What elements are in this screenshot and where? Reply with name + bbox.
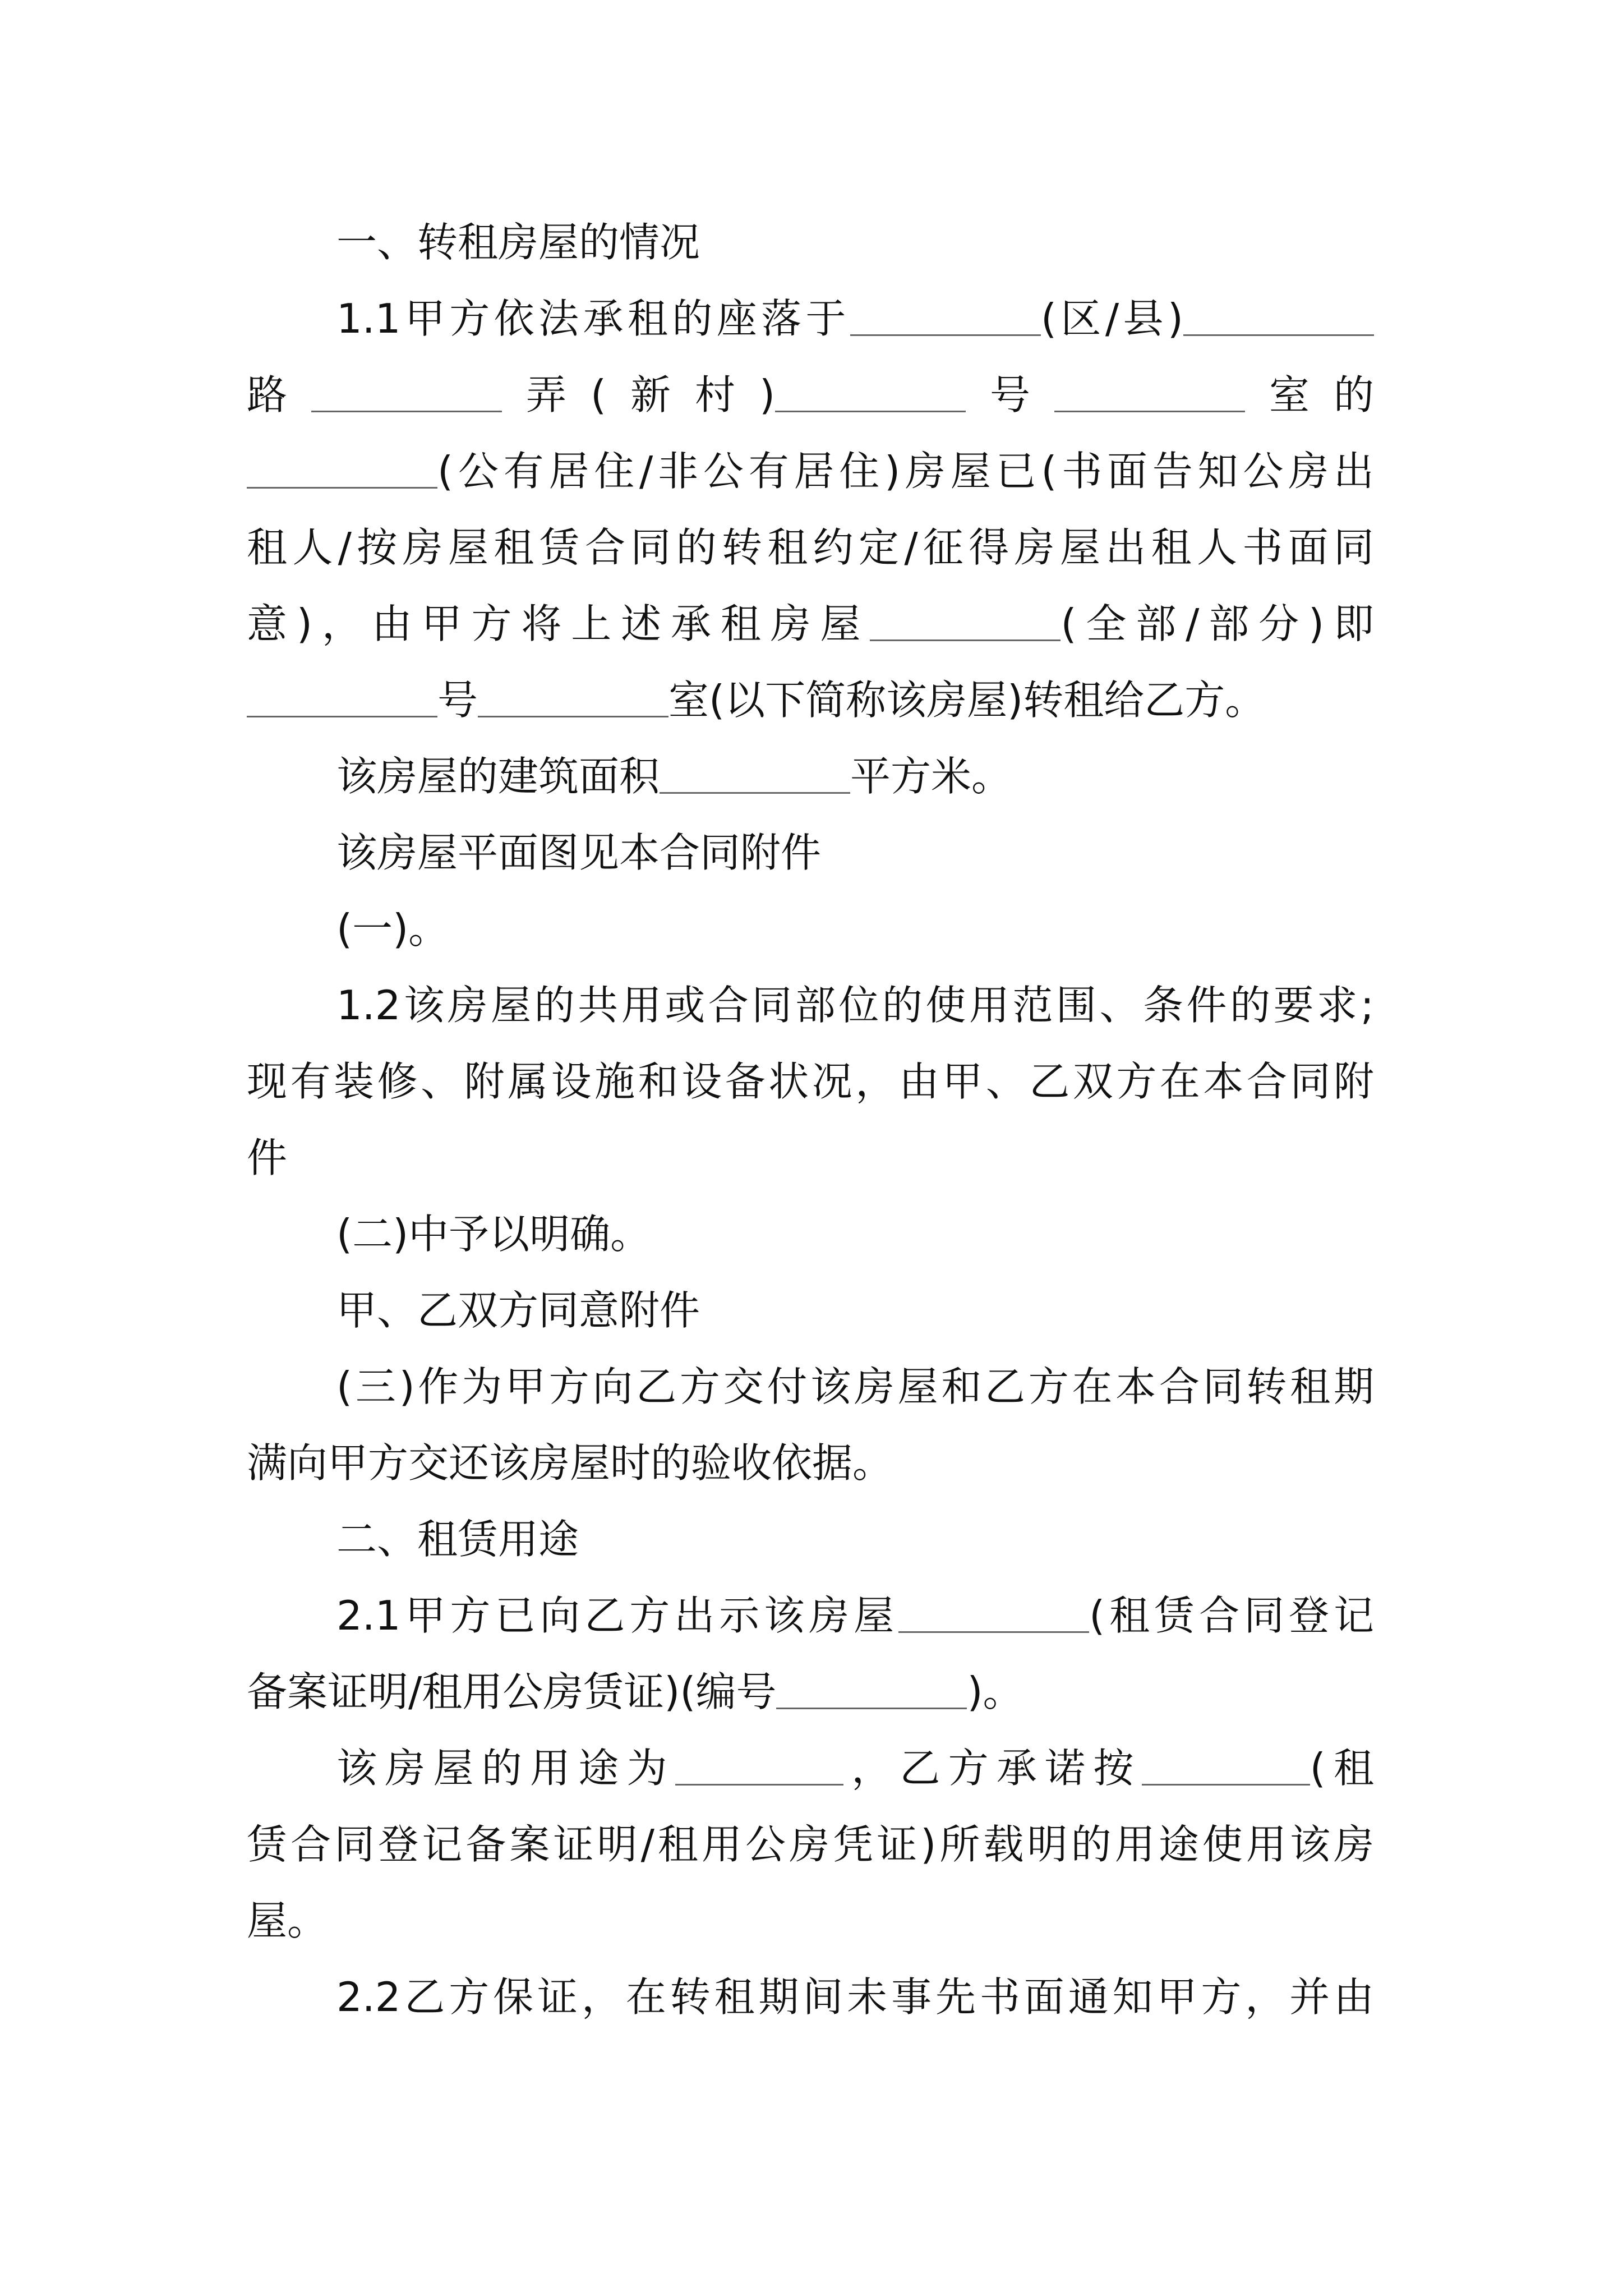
housing-type-line	[247, 438, 1374, 505]
text: (三)作为甲方向乙方交付该房屋和乙方在本合同转租期	[336, 1363, 1374, 1410]
text: 现有装修、附属设施和设备状况，由甲、乙双方在本合同附	[247, 1058, 1374, 1105]
blank-field-district[interactable]	[850, 296, 1041, 336]
text: 号	[437, 677, 478, 724]
text: 1.1甲方依法承租的座落于	[336, 295, 850, 342]
blank-field-sublet-room[interactable]	[478, 678, 668, 717]
area-line	[336, 743, 1374, 810]
clause-1-2-line	[336, 972, 1374, 1039]
section-heading-1	[336, 209, 1374, 276]
paragraph-line	[247, 1887, 1374, 1954]
paragraph-line	[336, 1353, 1374, 1420]
paragraph-line	[247, 1811, 1374, 1878]
text: 该房屋的建筑面积	[336, 753, 660, 800]
usage-line	[336, 1734, 1374, 1802]
blank-field-sublet-number[interactable]	[247, 678, 437, 717]
text: 2.1甲方已向乙方出示该房屋	[336, 1592, 899, 1639]
clause-2-2-line	[336, 1963, 1374, 2031]
paragraph-line	[336, 1277, 1374, 1344]
blank-field-area[interactable]	[660, 754, 850, 794]
paragraph-line	[247, 590, 1374, 657]
text: 二、租赁用途	[336, 1516, 579, 1563]
text: 弄(新村)	[501, 371, 776, 418]
text: ，乙方承诺按	[843, 1745, 1142, 1792]
text: 赁合同登记备案证明/租用公房凭证)所载明的用途使用该房	[247, 1821, 1374, 1868]
text: (租赁合同登记	[1089, 1592, 1374, 1639]
text: 件	[247, 1134, 288, 1181]
paragraph-line	[247, 1658, 1374, 1726]
blank-field-room[interactable]	[1054, 372, 1245, 412]
text: (区/县)	[1040, 295, 1183, 342]
text: 一、转租房屋的情况	[336, 219, 700, 266]
blank-field-document-type[interactable]	[1142, 1746, 1310, 1786]
blank-field-lane[interactable]	[311, 372, 502, 412]
text: 意)，由甲方将上述承租房屋	[247, 600, 870, 647]
text: (租	[1310, 1745, 1374, 1792]
text: 号	[966, 371, 1055, 418]
text: (一)。	[336, 905, 449, 953]
paragraph-line	[247, 1048, 1374, 1115]
section-heading-2	[336, 1506, 1374, 1573]
text: 备案证明/租用公房赁证)(编号	[247, 1668, 777, 1715]
text: 租人/按房屋租赁合同的转租约定/征得房屋出租人书面同	[247, 524, 1374, 571]
text: (二)中予以明确。	[336, 1211, 651, 1258]
paragraph-line	[247, 1124, 1374, 1191]
text: 满向甲方交还该房屋时的验收依据。	[247, 1439, 893, 1487]
blank-field-certificate[interactable]	[898, 1593, 1089, 1633]
text: (全部/部分)即	[1061, 600, 1374, 647]
text: (公有居住/非公有居住)房屋已(书面告知公房出	[437, 448, 1374, 495]
blank-field-number[interactable]	[775, 372, 966, 412]
blank-field-road[interactable]	[1183, 296, 1374, 336]
blank-field-usage[interactable]	[675, 1746, 843, 1786]
text: 该房屋平面图见本合同附件	[336, 829, 822, 876]
text: 室(以下简称该房屋)转租给乙方。	[668, 677, 1266, 724]
text: 2.2乙方保证，在转租期间未事先书面通知甲方，并由	[336, 1973, 1374, 2021]
address-line	[247, 361, 1374, 429]
paragraph-line	[247, 666, 1374, 734]
text: 1.2该房屋的共用或合同部位的使用范围、条件的要求;	[336, 982, 1374, 1029]
text: 屋。	[247, 1897, 328, 1944]
clause-2-1-line	[336, 1582, 1374, 1649]
text: 平方米。	[850, 753, 1012, 800]
text: 路	[247, 371, 311, 418]
clause-1-1-line	[336, 285, 1374, 352]
paragraph-line	[336, 819, 1374, 886]
text: )。	[967, 1668, 1023, 1715]
paragraph-line	[336, 895, 1374, 963]
text: 室的	[1245, 371, 1374, 418]
blank-field-housing-type[interactable]	[247, 449, 437, 489]
blank-field-certificate-number[interactable]	[776, 1669, 967, 1709]
text: 甲、乙双方同意附件	[336, 1287, 700, 1334]
paragraph-line	[336, 1200, 1374, 1268]
paragraph-line	[247, 1429, 1374, 1497]
paragraph-line	[247, 514, 1374, 581]
blank-field-scope[interactable]	[870, 601, 1061, 641]
text: 该房屋的用途为	[336, 1745, 675, 1792]
